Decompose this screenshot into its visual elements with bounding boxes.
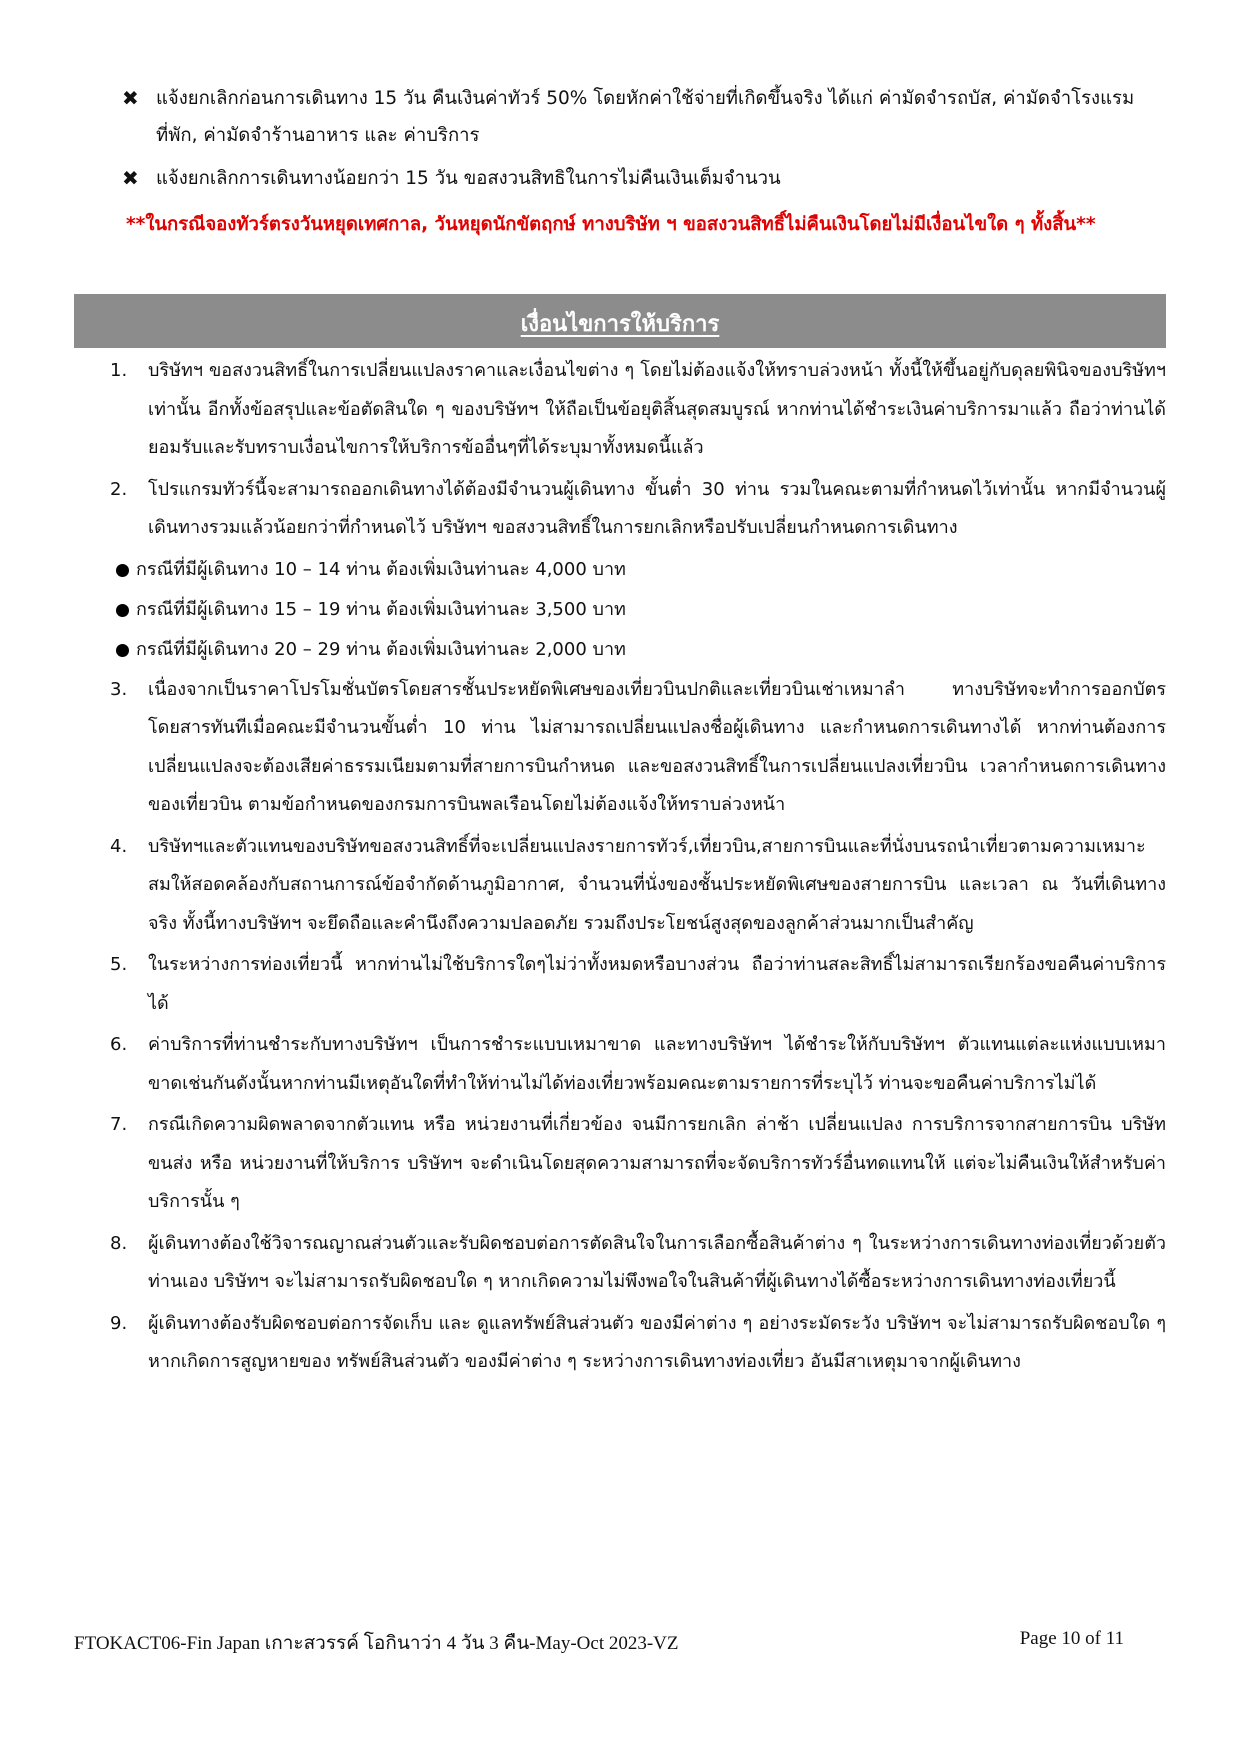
- holiday-notice: **ในกรณีจองทัวร์ตรงวันหยุดเทศกาล, วันหยุดนักขัตฤกษ์ ทางบริษัท ฯ ขอสงวนสิทธิ์ไม่คืนเงินโดยไม่มีเงื่อนไขใด ๆ ทั้งสิ้น**: [126, 214, 1096, 235]
- list-item: [104, 631, 1166, 671]
- condition-number: 8.: [110, 1232, 128, 1254]
- condition-item: [104, 1106, 1166, 1222]
- list-item: [104, 591, 1166, 631]
- x-mark-icon: ✖: [122, 86, 139, 110]
- condition-number: 1.: [110, 360, 128, 381]
- condition-item: [104, 1026, 1166, 1103]
- condition-item: [104, 671, 1166, 825]
- surcharge-text: กรณีที่มีผู้เดินทาง 20 – 29 ท่าน ต้องเพิ่มเงินท่านละ 2,000 บาท: [136, 638, 626, 660]
- condition-number: 9.: [110, 1312, 128, 1334]
- footer-document-code: FTOKACT06-Fin Japan เกาะสวรรค์ โอกินาว่า 4 วัน 3 คืน-May-Oct 2023-VZ: [74, 1633, 679, 1654]
- list-item: [104, 551, 1166, 591]
- conditions-list: [104, 352, 1166, 1385]
- condition-text: ค่าบริการที่ท่านชำระกับทางบริษัทฯ เป็นการชำระแบบเหมาขาด และทางบริษัทฯ ได้ชำระให้กับบริษัทฯ ตัวแทนแต่ละแห่งแบบเหมาขาดเช่นกันดังนั้นหากท่านมีเหตุอันใดที่ทำให้ท่านไม่ได้ท่องเที่ยวพร้อมคณะตามรายการที่ระบุไว้ ท่านจะขอคืนค่าบริการไม่ได้: [148, 1034, 1166, 1094]
- surcharge-text: กรณีที่มีผู้เดินทาง 15 – 19 ท่าน ต้องเพิ่มเงินท่านละ 3,500 บาท: [136, 598, 626, 620]
- condition-number: 4.: [110, 835, 128, 857]
- cancellation-item: [120, 160, 1170, 197]
- condition-item: [104, 946, 1166, 1023]
- cancellation-item: [120, 80, 1170, 154]
- condition-text: ผู้เดินทางต้องใช้วิจารณญาณส่วนตัวและรับผิดชอบต่อการตัดสินใจในการเลือกซื้อสินค้าต่าง ๆ ในระหว่างการเดินทางท่องเที่ยวด้วยตัวท่านเอง บริษัทฯ จะไม่สามารถรับผิดชอบใด ๆ หากเกิดความไม่พึงพอใจในสินค้าที่ผู้เดินทางได้ซื้อระหว่างการเดินทางท่องเที่ยวนี้: [148, 1232, 1166, 1292]
- condition-number: 3.: [110, 678, 128, 700]
- section-header-bar: [74, 294, 1166, 348]
- cancellation-list: [120, 80, 1170, 197]
- condition-text: เนื่องจากเป็นราคาโปรโมชั่นบัตรโดยสารชั้นประหยัดพิเศษของเที่ยวบินปกติและเที่ยวบินเช่าเหมาลำ ทางบริษัทจะทำการออกบัตรโดยสารทันทีเมื่อคณะมีจำนวนขั้นต่ำ 10 ท่าน ไม่สามารถเปลี่ยนแปลงชื่อผู้เดินทาง และกำหนดการเดินทางได้ หากท่านต้องการเปลี่ยนแปลงจะต้องเสียค่าธรรมเนียมตามที่สายการบินกำหนด และขอสงวนสิทธิ์ในการเปลี่ยนแปลงเที่ยวบิน เวลากำหนดการเดินทางของเที่ยวบิน ตามข้อกำหนดของกรมการบินพลเรือนโดยไม่ต้องแจ้งให้ทราบล่วงหน้า: [148, 678, 1166, 815]
- bullet-icon: [116, 604, 129, 617]
- condition-number: 6.: [110, 1034, 128, 1055]
- condition-text: ผู้เดินทางต้องรับผิดชอบต่อการจัดเก็บ และ ดูแลทรัพย์สินส่วนตัว ของมีค่าต่าง ๆ อย่างระมัดระวัง บริษัทฯ จะไม่สามารถรับผิดชอบใด ๆ หากเกิดการสูญหายของ ทรัพย์สินส่วนตัว ของมีค่าต่าง ๆ ระหว่างการเดินทางท่องเที่ยว อันมีสาเหตุมาจากผู้เดินทาง: [148, 1312, 1166, 1372]
- condition-item: [104, 1305, 1166, 1382]
- condition-number: 2.: [110, 478, 128, 500]
- condition-item: [104, 471, 1166, 548]
- condition-text: ในระหว่างการท่องเที่ยวนี้ หากท่านไม่ใช้บริการใดๆไม่ว่าทั้งหมดหรือบางส่วน ถือว่าท่านสละสิทธิ์ไม่สามารถเรียกร้องขอคืนค่าบริการได้: [148, 954, 1166, 1014]
- bullet-icon: [116, 644, 129, 657]
- surcharge-text: กรณีที่มีผู้เดินทาง 10 – 14 ท่าน ต้องเพิ่มเงินท่านละ 4,000 บาท: [136, 558, 626, 580]
- x-mark-icon: ✖: [122, 166, 139, 190]
- bullet-icon: [116, 564, 129, 577]
- condition-text: โปรแกรมทัวร์นี้จะสามารถออกเดินทางได้ต้องมีจำนวนผู้เดินทาง ขั้นต่ำ 30 ท่าน รวมในคณะตามที่กำหนดไว้เท่านั้น หากมีจำนวนผู้เดินทางรวมแล้วน้อยกว่าที่กำหนดไว้ บริษัทฯ ขอสงวนสิทธิ์ในการยกเลิกหรือปรับเปลี่ยนกำหนดการเดินทาง: [148, 478, 1166, 538]
- condition-item: [104, 352, 1166, 468]
- section-title: เงื่อนไขการให้บริการ: [520, 312, 720, 337]
- cancellation-text: แจ้งยกเลิกก่อนการเดินทาง 15 วัน คืนเงินค่าทัวร์ 50% โดยหักค่าใช้จ่ายที่เกิดขึ้นจริง ได้แก่ ค่ามัดจำรถบัส, ค่ามัดจำโรงแรมที่พัก, ค่ามัดจำร้านอาหาร และ ค่าบริการ: [156, 88, 1135, 146]
- surcharge-list: [104, 551, 1166, 671]
- condition-number: 5.: [110, 954, 128, 975]
- footer-page-number: Page 10 of 11: [1019, 1628, 1124, 1649]
- condition-item: [104, 1225, 1166, 1302]
- condition-number: 7.: [110, 1114, 128, 1135]
- condition-text: บริษัทฯ ขอสงวนสิทธิ์ในการเปลี่ยนแปลงราคาและเงื่อนไขต่าง ๆ โดยไม่ต้องแจ้งให้ทราบล่วงหน้า ทั้งนี้ให้ขึ้นอยู่กับดุลยพินิจของบริษัทฯ เท่านั้น อีกทั้งข้อสรุปและข้อตัดสินใด ๆ ของบริษัทฯ ให้ถือเป็นข้อยุติสิ้นสุดสมบูรณ์ หากท่านได้ชำระเงินค่าบริการมาแล้ว ถือว่าท่านได้ยอมรับและรับทราบเงื่อนไขการให้บริการข้ออื่นๆที่ได้ระบุมาทั้งหมดนี้แล้ว: [148, 360, 1166, 458]
- cancellation-text: แจ้งยกเลิกการเดินทางน้อยกว่า 15 วัน ขอสงวนสิทธิในการไม่คืนเงินเต็มจำนวน: [156, 168, 781, 189]
- condition-text: กรณีเกิดความผิดพลาดจากตัวแทน หรือ หน่วยงานที่เกี่ยวข้อง จนมีการยกเลิก ล่าช้า เปลี่ยนแปลง การบริการจากสายการบิน บริษัทขนส่ง หรือ หน่วยงานที่ให้บริการ บริษัทฯ จะดำเนินโดยสุดความสามารถที่จะจัดบริการทัวร์อื่นทดแทนให้ แต่จะไม่คืนเงินให้สำหรับค่าบริการนั้น ๆ: [148, 1114, 1166, 1212]
- condition-item: [104, 828, 1166, 944]
- condition-text: บริษัทฯและตัวแทนของบริษัทขอสงวนสิทธิ์ที่จะเปลี่ยนแปลงรายการทัวร์,เที่ยวบิน,สายการบินและที่นั่งบนรถนำเที่ยวตามความเหมาะสมให้สอดคล้องกับสถานการณ์ข้อจำกัดด้านภูมิอากาศ, จำนวนที่นั่งของชั้นประหยัดพิเศษของสายการบิน และเวลา ณ วันที่เดินทางจริง ทั้งนี้ทางบริษัทฯ จะยึดถือและคำนึงถึงความปลอดภัย รวมถึงประโยชน์สูงสุดของลูกค้าส่วนมากเป็นสำคัญ: [148, 835, 1166, 934]
